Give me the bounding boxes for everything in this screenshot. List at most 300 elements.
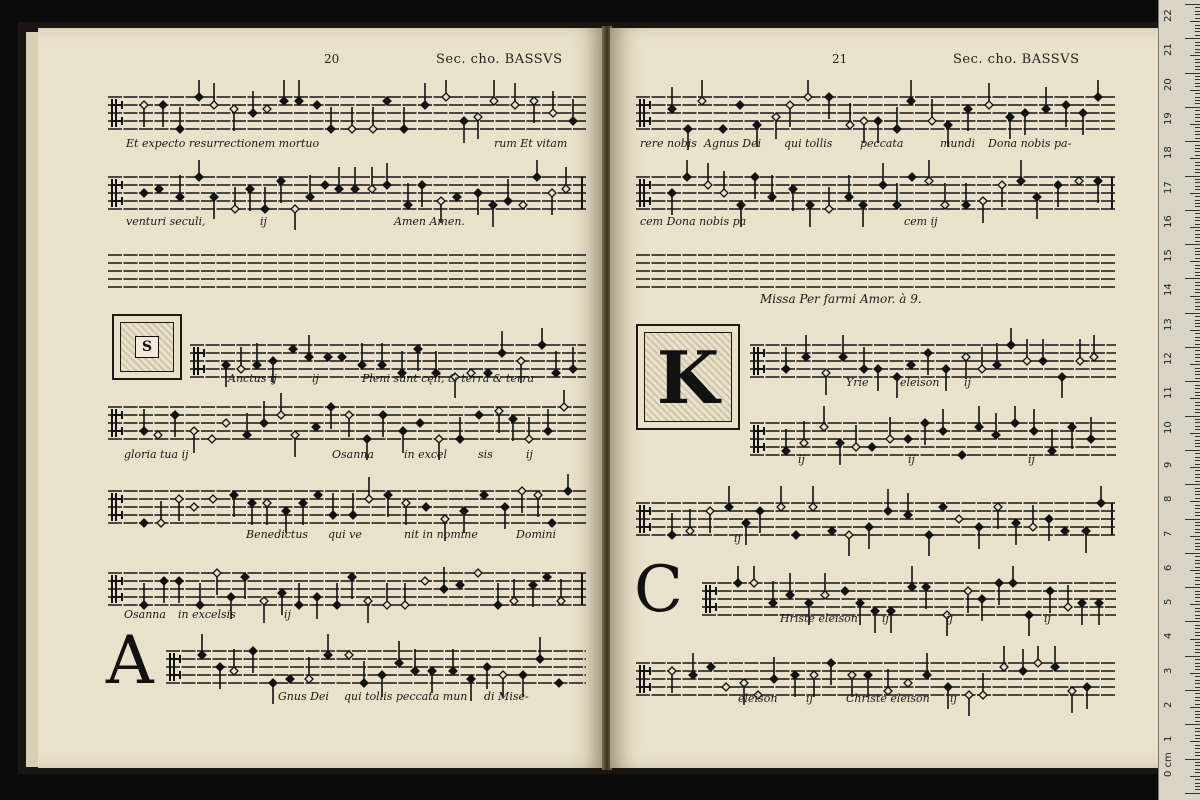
note-head: [684, 125, 692, 133]
ruler-tick: [1185, 176, 1200, 177]
note-head: [979, 197, 987, 205]
ruler-tick: [1195, 659, 1200, 660]
ruler-label: 10: [1163, 420, 1174, 434]
note-head: [549, 109, 557, 117]
ruler-label: 4: [1163, 633, 1174, 640]
lyric-text: ij: [798, 453, 805, 466]
note-head: [1025, 611, 1033, 619]
note-head: [333, 601, 341, 609]
note-head: [1011, 419, 1019, 427]
ruler-tick: [1195, 344, 1200, 345]
ruler-tick: [1195, 285, 1200, 286]
lyric-text: Dona nobis pa-: [988, 137, 1072, 150]
ruler-tick: [1195, 392, 1200, 393]
note-head: [327, 403, 335, 411]
note-head: [246, 185, 254, 193]
note-head: [305, 675, 313, 683]
note-head: [437, 197, 445, 205]
ruler-label: 21: [1163, 43, 1174, 57]
note-head: [312, 423, 320, 431]
ruler-tick: [1195, 309, 1200, 310]
ruler-tick: [1190, 639, 1200, 640]
ruler-tick: [1195, 162, 1200, 163]
lyric-text: ij: [946, 612, 953, 625]
ruler-tick: [1190, 227, 1200, 228]
ruler-tick: [1185, 690, 1200, 691]
ruler-tick: [1195, 549, 1200, 550]
note-head: [944, 683, 952, 691]
ruler-tick: [1195, 436, 1200, 437]
mass-title: Missa Per farmi Amor. à 9.: [760, 292, 922, 306]
ruler-tick: [1195, 248, 1200, 249]
note-head: [538, 341, 546, 349]
note-head: [1094, 93, 1102, 101]
ruler-tick: [1195, 289, 1200, 290]
ruler-tick: [1195, 532, 1200, 533]
ruler-tick: [1190, 433, 1200, 434]
ruler-tick: [1195, 481, 1200, 482]
note-head: [548, 189, 556, 197]
note-head: [295, 97, 303, 105]
ruler-tick: [1185, 656, 1200, 657]
note-head: [979, 691, 987, 699]
lyric-text: Osanna: [332, 448, 374, 461]
note-head: [467, 675, 475, 683]
note-head: [404, 201, 412, 209]
lyric-text: Benedictus: [246, 528, 309, 541]
ruler-tick: [1195, 59, 1200, 60]
note-head: [314, 491, 322, 499]
ruler-tick: [1195, 203, 1200, 204]
ruler-tick: [1195, 460, 1200, 461]
ruler-tick: [1195, 371, 1200, 372]
note-head: [768, 193, 776, 201]
note-head: [786, 591, 794, 599]
note-head: [1064, 603, 1072, 611]
note-head: [852, 443, 860, 451]
note-head: [924, 349, 932, 357]
ruler-tick: [1195, 275, 1200, 276]
ruler-tick: [1195, 31, 1200, 32]
note-head: [686, 527, 694, 535]
ruler-label: 7: [1163, 530, 1174, 537]
ruler-tick: [1195, 213, 1200, 214]
note-head: [704, 181, 712, 189]
note-head: [802, 353, 810, 361]
ruler-tick: [1190, 261, 1200, 262]
ruler-tick: [1185, 759, 1200, 760]
ruler-tick: [1195, 138, 1200, 139]
ruler-tick: [1195, 42, 1200, 43]
note-head: [1030, 427, 1038, 435]
note-head: [442, 93, 450, 101]
note-head: [418, 181, 426, 189]
ruler-tick: [1195, 457, 1200, 458]
note-head: [510, 597, 518, 605]
ruler-tick: [1195, 683, 1200, 684]
lyric-text: ij: [526, 448, 533, 461]
note-head: [1068, 687, 1076, 695]
ruler-tick: [1185, 450, 1200, 451]
note-head: [460, 117, 468, 125]
note-head: [827, 659, 835, 667]
ruler-tick: [1195, 652, 1200, 653]
ruler-tick: [1190, 330, 1200, 331]
ruler-tick: [1195, 282, 1200, 283]
note-head: [810, 671, 818, 679]
lyric-text: ij: [312, 372, 319, 385]
note-head: [879, 181, 887, 189]
note-head: [253, 361, 261, 369]
ruler-label: 18: [1163, 146, 1174, 160]
lyric-text: qui tollis: [784, 137, 833, 150]
ruler-label: 13: [1163, 317, 1174, 331]
ruler-tick: [1190, 193, 1200, 194]
ruler-tick: [1195, 772, 1200, 773]
note-head: [736, 101, 744, 109]
note-head: [411, 667, 419, 675]
ruler-tick: [1185, 244, 1200, 245]
note-head: [791, 671, 799, 679]
note-head: [782, 447, 790, 455]
ruler-tick: [1195, 28, 1200, 29]
ruler-tick: [1190, 21, 1200, 22]
note-head: [453, 193, 461, 201]
note-head: [529, 581, 537, 589]
ruler-tick: [1195, 580, 1200, 581]
note-head: [557, 597, 565, 605]
note-head: [210, 101, 218, 109]
note-head: [533, 173, 541, 181]
note-head: [517, 357, 525, 365]
ruler-tick: [1195, 241, 1200, 242]
page-header: Sec. cho. BASSVS: [436, 52, 563, 67]
note-head: [846, 121, 854, 129]
ruler-tick: [1195, 350, 1200, 351]
ruler-tick: [1195, 121, 1200, 122]
ruler-tick: [1195, 632, 1200, 633]
note-head: [140, 101, 148, 109]
note-head: [864, 671, 872, 679]
right-page: [610, 28, 1158, 768]
note-head: [786, 101, 794, 109]
note-head: [958, 451, 966, 459]
note-head: [942, 365, 950, 373]
ruler-tick: [1195, 320, 1200, 321]
note-head: [1033, 193, 1041, 201]
ruler-tick: [1185, 587, 1200, 588]
ruler-tick: [1195, 474, 1200, 475]
ruler-tick: [1195, 217, 1200, 218]
note-head: [378, 671, 386, 679]
note-head: [349, 511, 357, 519]
ruler-tick: [1195, 745, 1200, 746]
note-head: [474, 569, 482, 577]
note-head: [1034, 659, 1042, 667]
note-head: [993, 361, 1001, 369]
ruler-tick: [1185, 278, 1200, 279]
initial-letter: S: [135, 336, 159, 358]
note-head: [475, 411, 483, 419]
ruler-tick: [1195, 597, 1200, 598]
note-head: [792, 531, 800, 539]
note-head: [416, 419, 424, 427]
ruler-tick: [1195, 752, 1200, 753]
lyric-text: di Mise-: [484, 690, 529, 703]
ruler-tick: [1195, 738, 1200, 739]
note-head: [449, 667, 457, 675]
ruler-tick: [1195, 494, 1200, 495]
note-head: [399, 427, 407, 435]
ruler-tick: [1195, 546, 1200, 547]
note-head: [821, 591, 829, 599]
note-head: [804, 93, 812, 101]
note-head: [1009, 579, 1017, 587]
decorated-initial-k: [636, 324, 740, 430]
note-head: [839, 353, 847, 361]
ruler-tick: [1185, 73, 1200, 74]
note-head: [222, 361, 230, 369]
note-head: [893, 201, 901, 209]
note-head: [789, 185, 797, 193]
ruler-tick: [1195, 560, 1200, 561]
note-head: [922, 583, 930, 591]
ruler-tick: [1195, 543, 1200, 544]
note-head: [1046, 587, 1054, 595]
music-staff: [702, 566, 1116, 636]
ruler-tick: [1195, 779, 1200, 780]
note-head: [848, 671, 856, 679]
note-head: [552, 369, 560, 377]
ruler-tick: [1190, 364, 1200, 365]
page-number: 20: [324, 52, 340, 66]
note-head: [992, 431, 1000, 439]
note-head: [995, 579, 1003, 587]
note-head: [456, 435, 464, 443]
ruler-tick: [1195, 608, 1200, 609]
note-head: [249, 647, 257, 655]
ruler-tick: [1195, 693, 1200, 694]
ruler-tick: [1190, 570, 1200, 571]
ruler-tick: [1195, 169, 1200, 170]
page-header: Sec. cho. BASSVS: [953, 52, 1080, 67]
note-head: [213, 569, 221, 577]
note-head: [809, 503, 817, 511]
music-staff: [636, 486, 1116, 556]
note-head: [321, 181, 329, 189]
ruler-tick: [1195, 577, 1200, 578]
note-head: [719, 125, 727, 133]
lyric-text: Anctus ij: [228, 372, 277, 385]
note-head: [1017, 177, 1025, 185]
ruler-tick: [1195, 299, 1200, 300]
note-head: [860, 365, 868, 373]
lyric-text: Et expecto resurrectionem mortuo: [126, 137, 320, 150]
ruler-tick: [1195, 422, 1200, 423]
ruler-tick: [1195, 272, 1200, 273]
ruler-tick: [1190, 90, 1200, 91]
ruler-tick: [1195, 412, 1200, 413]
note-head: [364, 597, 372, 605]
note-head: [1068, 423, 1076, 431]
note-head: [313, 593, 321, 601]
note-head: [985, 101, 993, 109]
ruler-tick: [1195, 426, 1200, 427]
ruler-tick: [1195, 405, 1200, 406]
ruler-label: 16: [1163, 215, 1174, 228]
note-head: [498, 349, 506, 357]
ruler-tick: [1195, 66, 1200, 67]
ruler-tick: [1195, 165, 1200, 166]
ruler-tick: [1195, 110, 1200, 111]
ruler-tick: [1185, 107, 1200, 108]
lyric-text: ij: [260, 215, 267, 228]
ruler-tick: [1195, 18, 1200, 19]
ruler-tick: [1195, 368, 1200, 369]
note-head: [230, 105, 238, 113]
ruler-tick: [1195, 625, 1200, 626]
note-head: [978, 595, 986, 603]
note-head: [414, 345, 422, 353]
note-head: [286, 675, 294, 683]
note-head: [1012, 519, 1020, 527]
initial-letter-a: A: [106, 622, 154, 699]
note-head: [241, 573, 249, 581]
ruler-tick: [1190, 673, 1200, 674]
ruler-tick: [1190, 741, 1200, 742]
left-page: [38, 28, 603, 768]
lyric-text: Domini: [516, 528, 556, 541]
note-head: [770, 675, 778, 683]
ruler-tick: [1195, 567, 1200, 568]
ruler-tick: [1195, 642, 1200, 643]
note-head: [383, 181, 391, 189]
book-spread: [18, 22, 1158, 774]
note-head: [518, 487, 526, 495]
ruler-tick: [1195, 717, 1200, 718]
ruler-label: 19: [1163, 112, 1174, 125]
ruler-tick: [1195, 735, 1200, 736]
note-head: [1000, 663, 1008, 671]
lyric-text: ij: [950, 692, 957, 705]
note-head: [1062, 101, 1070, 109]
ruler-tick: [1195, 86, 1200, 87]
ruler-tick: [1195, 446, 1200, 447]
ruler-tick: [1195, 755, 1200, 756]
note-head: [1097, 499, 1105, 507]
ruler-label: 22: [1163, 9, 1174, 22]
ruler-tick: [1195, 748, 1200, 749]
note-head: [907, 97, 915, 105]
note-head: [261, 205, 269, 213]
ruler-label: 2: [1163, 701, 1174, 708]
note-head: [313, 101, 321, 109]
ruler-tick: [1185, 4, 1200, 5]
note-head: [360, 679, 368, 687]
note-head: [230, 667, 238, 675]
note-head: [921, 419, 929, 427]
lyric-text: Yrie: [846, 376, 869, 389]
note-head: [975, 423, 983, 431]
note-head: [904, 511, 912, 519]
note-head: [865, 523, 873, 531]
note-head: [483, 663, 491, 671]
ruler-tick: [1195, 237, 1200, 238]
note-head: [530, 97, 538, 105]
ruler-tick: [1195, 522, 1200, 523]
note-head: [825, 205, 833, 213]
note-head: [369, 125, 377, 133]
ruler-tick: [1195, 357, 1200, 358]
lyric-text: cem ij: [904, 215, 938, 228]
ruler-tick: [1195, 268, 1200, 269]
ruler-tick: [1195, 464, 1200, 465]
note-head: [379, 411, 387, 419]
ruler-tick: [1195, 666, 1200, 667]
note-head: [782, 365, 790, 373]
note-head: [806, 201, 814, 209]
lyric-text: eleison: [900, 376, 940, 389]
note-head: [975, 523, 983, 531]
ruler-tick: [1195, 172, 1200, 173]
note-head: [335, 185, 343, 193]
note-head: [260, 419, 268, 427]
ruler-tick: [1185, 141, 1200, 142]
ruler-tick: [1195, 378, 1200, 379]
note-head: [1029, 523, 1037, 531]
ruler-tick: [1195, 189, 1200, 190]
note-head: [509, 415, 517, 423]
note-head: [277, 411, 285, 419]
note-head: [1094, 177, 1102, 185]
note-head: [400, 125, 408, 133]
ruler-label: 9: [1163, 461, 1174, 468]
ruler-tick: [1185, 724, 1200, 725]
ruler-tick: [1195, 649, 1200, 650]
ruler-label: 1: [1163, 735, 1174, 743]
note-head: [395, 659, 403, 667]
note-head: [560, 403, 568, 411]
note-head: [190, 503, 198, 511]
note-head: [175, 495, 183, 503]
lyric-text: rum Et vitam: [494, 137, 568, 150]
note-head: [964, 105, 972, 113]
note-head: [249, 109, 257, 117]
ruler-label: 20: [1163, 77, 1174, 91]
ruler-tick: [1195, 134, 1200, 135]
note-head: [329, 511, 337, 519]
ruler-tick: [1195, 762, 1200, 763]
ruler-tick: [1195, 145, 1200, 146]
ruler-tick: [1195, 676, 1200, 677]
ruler-tick: [1185, 381, 1200, 382]
note-head: [742, 519, 750, 527]
note-head: [384, 491, 392, 499]
note-head: [248, 499, 256, 507]
note-head: [154, 431, 162, 439]
lyric-text: ij: [1044, 612, 1051, 625]
ruler-tick: [1195, 402, 1200, 403]
ruler-tick: [1195, 117, 1200, 118]
ruler-tick: [1195, 539, 1200, 540]
ruler-tick: [1190, 158, 1200, 159]
note-head: [383, 601, 391, 609]
note-head: [925, 177, 933, 185]
note-head: [327, 125, 335, 133]
ruler-tick: [1195, 258, 1200, 259]
ruler-label: 0 cm: [1163, 751, 1174, 777]
note-head: [562, 185, 570, 193]
